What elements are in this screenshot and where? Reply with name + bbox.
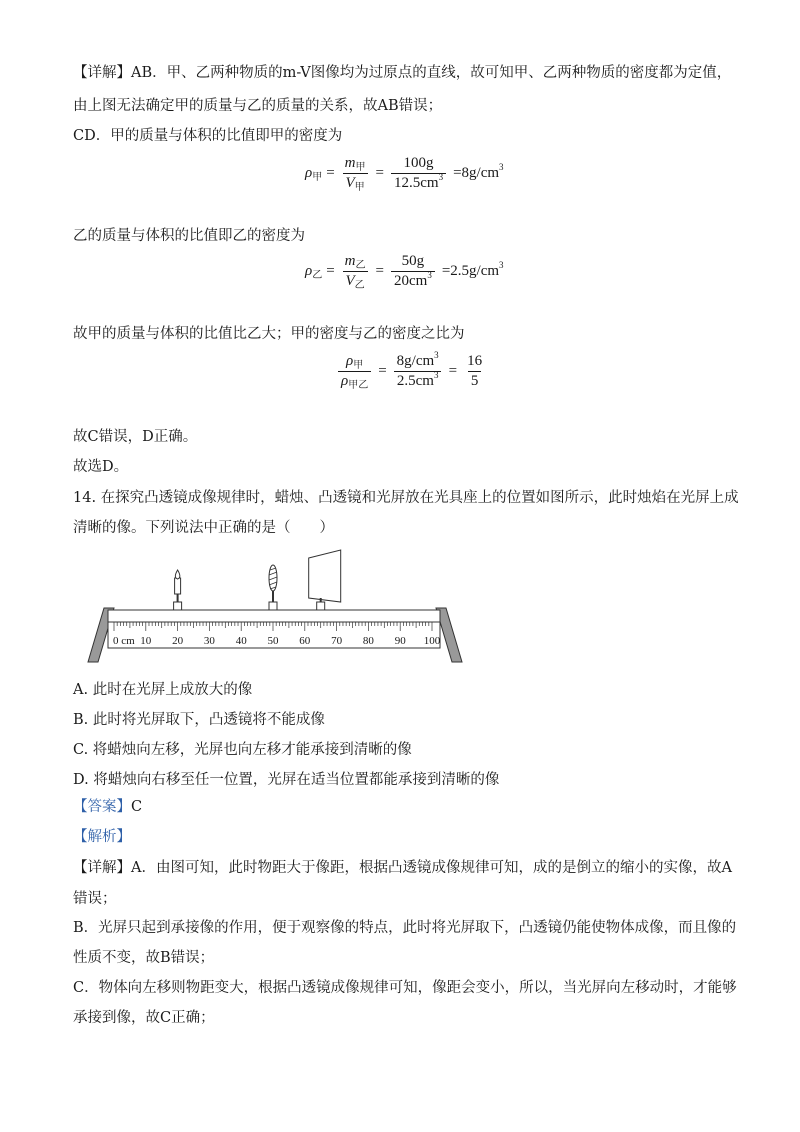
scale-label: 60 — [299, 635, 311, 647]
answer-value: C — [131, 799, 143, 815]
convex-lens — [269, 565, 277, 610]
light-screen — [309, 550, 341, 610]
explain-b-line2: 性质不变，故B错误； — [73, 950, 215, 966]
question14-line1: 14. 在探究凸透镜成像规律时，蜡烛、凸透镜和光屏放在光具座上的位置如图所示，此时烛焰在光屏上成 — [73, 490, 739, 506]
question14-line2: 清晰的像。下列说法中正确的是（ ） — [73, 520, 334, 536]
detail-ratio-line: 故甲的质量与体积的比值比乙大；甲的密度与乙的密度之比为 — [73, 326, 465, 342]
optical-bench-diagram — [86, 540, 466, 665]
answer-line — [73, 797, 142, 817]
flame-icon — [175, 570, 180, 579]
explain-a-line2: 错误； — [73, 891, 117, 907]
choice-line: 故选D。 — [73, 459, 129, 475]
option-a[interactable]: A. 此时在光屏上成放大的像 — [73, 682, 253, 698]
explain-c-line1: C．物体向左移则物距变大，根据凸透镜成像规律可知，像距会变小，所以，当光屏向左移动时，才能够 — [73, 980, 737, 996]
option-c[interactable]: C. 将蜡烛向左移，光屏也向左移才能承接到清晰的像 — [73, 742, 412, 758]
bench-rail — [108, 610, 440, 622]
detail-cd-line: CD．甲的质量与体积的比值即甲的密度为 — [73, 128, 343, 144]
explain-c-line2: 承接到像，故C正确； — [73, 1010, 215, 1026]
option-b[interactable]: B. 此时将光屏取下，凸透镜将不能成像 — [73, 712, 325, 728]
scale-label: 90 — [394, 635, 406, 647]
explain-a-line1: 【详解】A．由图可知，此时物距大于像距，根据凸透镜成像规律可知，成的是倒立的缩小的实像，故A — [73, 860, 732, 876]
detail-yi-density-line: 乙的质量与体积的比值即乙的密度为 — [73, 228, 305, 244]
detail-ab-line1: 【详解】AB．甲、乙两种物质的m-V图像均为过原点的直线，故可知甲、乙两种物质的密度都为定值， — [73, 65, 732, 81]
conclusion-line: 故C错误，D正确。 — [73, 429, 198, 445]
scale-label: 50 — [267, 635, 279, 647]
answer-tag: 【答案】 — [73, 799, 131, 815]
density-ratio-equation: $\frac{\rho_甲}{\rho_{甲乙}}$ = $\frac{8g/cm^3}{2.5cm^3}$ = $\frac{16}{5}$ — [335, 353, 488, 390]
scale-label: 20 — [172, 635, 184, 647]
candle — [174, 570, 182, 610]
scale-label: 40 — [235, 635, 247, 647]
scale-label: 70 — [331, 635, 343, 647]
detail-ab-line2: 由上图无法确定甲的质量与乙的质量的关系，故AB错误； — [73, 98, 443, 114]
scale-label: 80 — [362, 635, 374, 647]
explain-b-line1: B．光屏只起到承接像的作用，便于观察像的特点，此时将光屏取下，凸透镜仍能使物体成像，而且像的 — [73, 920, 737, 936]
scale-label: 30 — [203, 635, 215, 647]
scale-label: 10 — [140, 635, 152, 647]
scale-label: 100 — [423, 635, 441, 647]
scale-label: 0 cm — [113, 635, 135, 647]
option-d[interactable]: D. 将蜡烛向右移至任一位置，光屏在适当位置都能承接到清晰的像 — [73, 772, 500, 788]
analysis-tag: 【解析】 — [73, 829, 131, 845]
density-jia-equation: $\rho_甲$ = $\frac{m_甲}{V_甲}$ = $\frac{100g}{12.5cm^3}$ $=8g/cm^3$ — [305, 155, 504, 193]
density-yi-equation: $\rho_乙$ = $\frac{m_乙}{V_乙}$ = $\frac{50g}{20cm^3}$ $=2.5g/cm^3$ — [305, 253, 504, 291]
